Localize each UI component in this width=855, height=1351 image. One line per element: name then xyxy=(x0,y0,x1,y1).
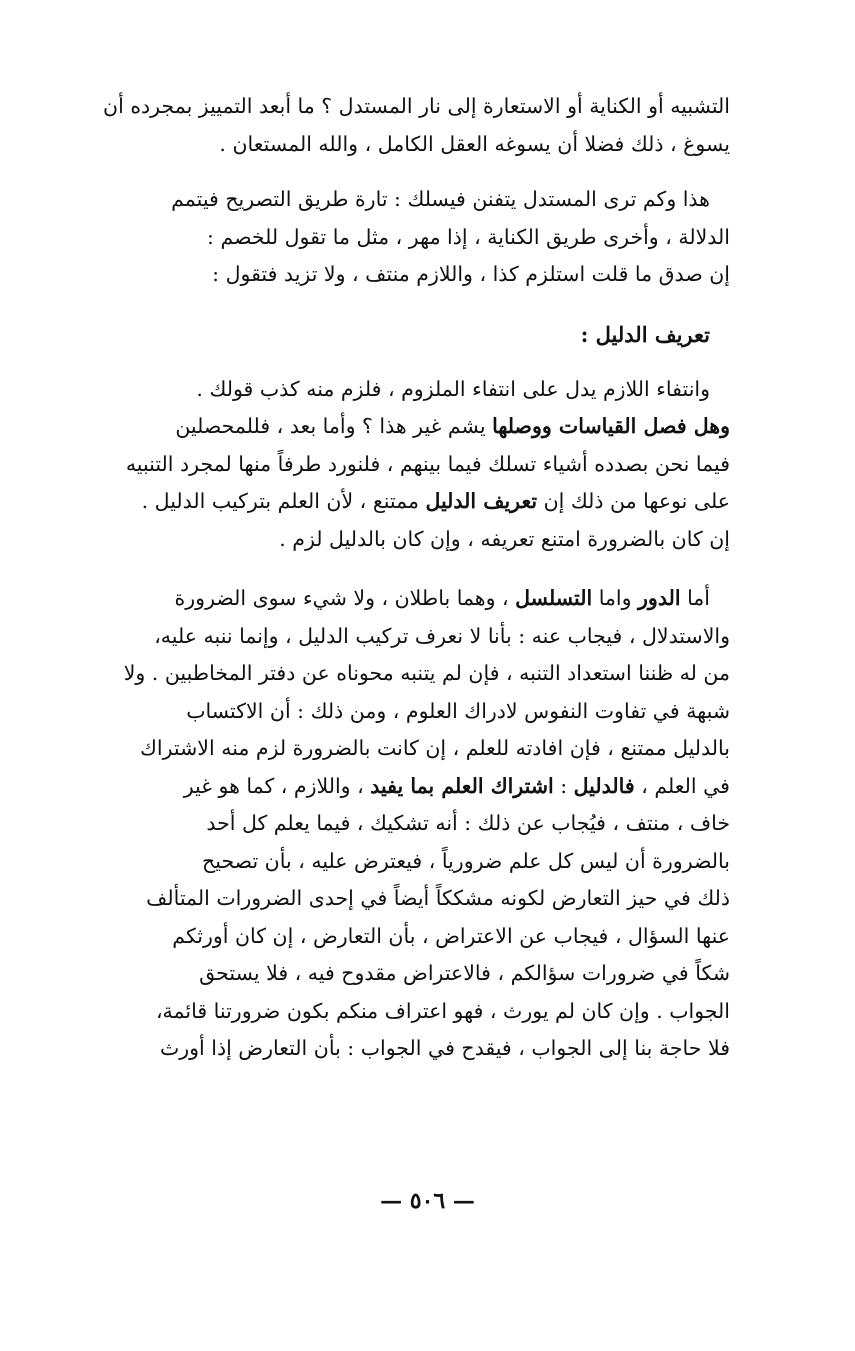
text-line: التشبيه أو الكناية أو الاستعارة إلى نار المستدل ؟ ما أبعد التمييز بمجرده أن xyxy=(103,94,730,118)
text-span: وهل فصل xyxy=(636,414,730,438)
text-line: من له ظننا استعداد التنبه ، فإن لم يتنبه محوناه عن دفتر المخاطبين . ولا xyxy=(123,661,730,685)
bold-term: القياسات ووصلها xyxy=(492,414,637,438)
text-line: الدلالة ، وأخرى طريق الكناية ، إذا مهر ، مثل ما تقول للخصم : xyxy=(207,224,730,249)
text-line: الجواب . وإن كان لم يورث ، فهو اعتراف منكم بكون ضرورتنا قائمة، xyxy=(155,998,730,1023)
text-span: ، وهما باطلان ، ولا شيء سوى الضرورة xyxy=(174,586,516,610)
section-heading: تعريف الدليل : xyxy=(580,321,710,347)
text-line: بالدليل ممتنع ، فإن افادته للعلم ، إن كانت بالضرورة لزم منه الاشتراك xyxy=(140,736,730,760)
text-line: يسوغ ، ذلك فضلا أن يسوغه العقل الكامل ، والله المستعان . xyxy=(219,131,730,156)
text-line: ذلك في حيز التعارض لكونه مشككاً أيضاً في إحدى الضرورات المتألف xyxy=(146,886,730,910)
text-line: إن كان بالضرورة امتنع تعريفه ، وإن كان بالدليل لزم . xyxy=(279,526,730,551)
text-line: إن صدق ما قلت استلزم كذا ، واللازم منتف ، ولا تزيد فتقول : xyxy=(212,262,730,286)
text-line: وانتفاء اللازم يدل على انتفاء الملزوم ، فلزم منه كذب قولك . xyxy=(196,376,710,401)
paragraph-2 xyxy=(80,181,730,294)
text-line xyxy=(80,483,730,521)
bold-term: التسلسل xyxy=(515,586,593,610)
text-line: والاستدلال ، فيجاب عنه : بأنا لا نعرف تركيب الدليل ، وإنما ننبه عليه، xyxy=(154,623,730,648)
text-line xyxy=(80,580,730,618)
text-span: ممتنع ، لأن العلم بتركيب الدليل . xyxy=(141,489,426,513)
page-body xyxy=(80,88,730,1068)
text-line xyxy=(80,768,730,806)
text-line: خاف ، منتف ، فيُجاب عن ذلك : أنه تشكيك ، فيما يعلم كل أحد xyxy=(206,811,730,835)
text-line: عنها السؤال ، فيجاب عن الاعتراض ، بأن التعارض ، إن كان أورثكم xyxy=(172,923,730,948)
text-line: فلا حاجة بنا إلى الجواب ، فيقدح في الجواب : بأن التعارض إذا أورث xyxy=(159,1036,730,1060)
text-span: ، واللازم ، كما هو غير xyxy=(183,773,371,798)
paragraph-1 xyxy=(80,88,730,163)
text-span: يشم غير هذا ؟ وأما بعد ، فللمحصلين xyxy=(175,414,493,438)
text-line: بالضرورة أن ليس كل علم ضرورياً ، فيعترض عليه ، بأن تصحيح xyxy=(202,848,730,873)
paragraph-3 xyxy=(80,371,730,559)
text-line: هذا وكم ترى المستدل يتفنن فيسلك : تارة طريق التصريح فيتمم xyxy=(171,187,710,211)
bold-term: الدور xyxy=(638,586,681,610)
page-number: — ٥٠٦ — xyxy=(380,1188,475,1214)
text-line: شكاً في ضرورات سؤالكم ، فالاعتراض مقدوح فيه ، فلا يستحق xyxy=(199,961,730,985)
bold-term: تعريف الدليل xyxy=(425,489,538,513)
text-line: فيما نحن بصدده أشياء تسلك فيما بينهم ، فلنورد طرفاً منها لمجرد التنبيه xyxy=(125,451,730,476)
text-line: شبهة في تفاوت النفوس لادراك العلوم ، ومن ذلك : أن الاكتساب xyxy=(186,698,730,723)
text-line xyxy=(80,408,730,446)
text-span: أما xyxy=(680,586,710,610)
text-span: في العلم ، xyxy=(634,773,730,798)
text-span: على نوعها من ذلك إن xyxy=(537,489,730,513)
paragraph-4 xyxy=(80,580,730,1068)
bold-term: فالدليل xyxy=(573,773,635,798)
text-span: : xyxy=(553,773,574,798)
text-span: واما xyxy=(592,586,639,610)
bold-term: اشتراك العلم بما يفيد xyxy=(370,773,554,798)
